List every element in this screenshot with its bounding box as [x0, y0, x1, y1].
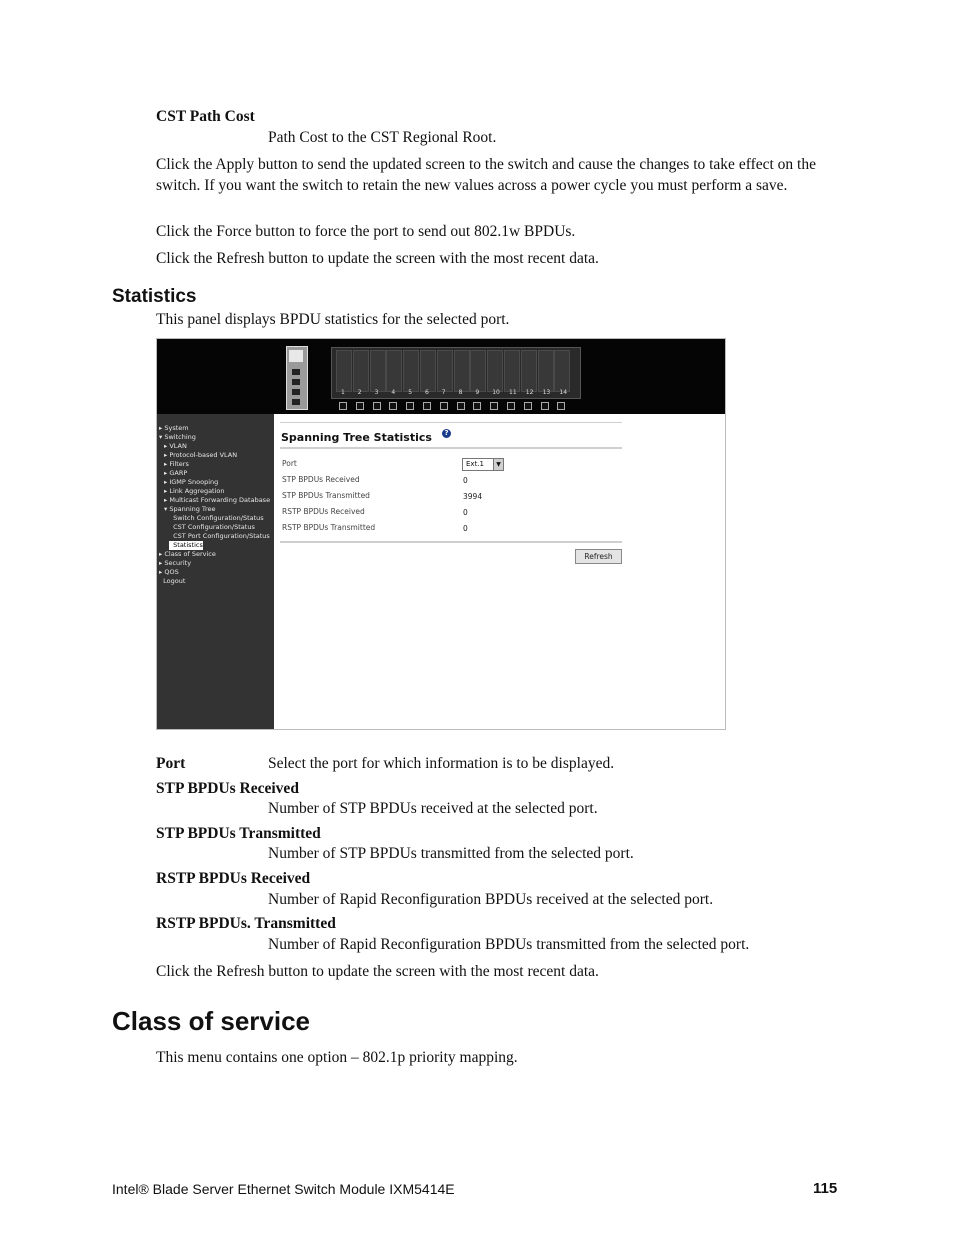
tree-arrow-icon: ▸ — [164, 478, 170, 486]
statistics-heading: Statistics — [112, 286, 197, 307]
nav-item[interactable] — [169, 532, 270, 541]
field-value-stp-received: 0 — [463, 476, 468, 485]
nav-item-label: IGMP Snooping — [169, 478, 219, 486]
nav-item[interactable] — [159, 577, 185, 586]
spanning-tree-statistics-screenshot — [156, 338, 726, 730]
port-number: 5 — [408, 389, 413, 396]
port-number: 6 — [425, 389, 429, 396]
tree-arrow-icon: ▸ — [164, 442, 170, 450]
port-led — [339, 402, 347, 410]
nav-item[interactable] — [164, 487, 225, 496]
nav-sidebar — [157, 414, 274, 729]
port-number: 13 — [542, 389, 551, 396]
def-term-stp-received: STP BPDUs Received — [156, 780, 299, 797]
field-value-rstp-transmitted: 0 — [463, 524, 468, 533]
nav-item-label: Logout — [163, 577, 186, 585]
tree-arrow-icon: ▸ — [159, 568, 165, 576]
switch-module-graphic — [286, 346, 308, 410]
refresh-paragraph-2: Click the Refresh button to update the screen with the most recent data. — [156, 963, 599, 980]
def-term-port: Port — [156, 755, 186, 772]
tree-arrow-icon: ▸ — [164, 496, 170, 504]
tree-arrow-icon: ▸ — [164, 487, 170, 495]
tree-arrow-icon: ▾ — [164, 505, 170, 513]
def-desc-rstp-received: Number of Rapid Reconfiguration BPDUs received at the selected port. — [268, 891, 714, 908]
help-icon[interactable]: ? — [442, 429, 451, 438]
def-desc-stp-received: Number of STP BPDUs received at the selected port. — [268, 800, 598, 817]
port-slot[interactable] — [470, 350, 486, 392]
port-slot[interactable] — [386, 350, 402, 392]
refresh-paragraph: Click the Refresh button to update the screen with the most recent data. — [156, 250, 599, 267]
port-number: 12 — [525, 389, 534, 396]
port-led — [423, 402, 431, 410]
nav-item[interactable] — [164, 451, 237, 460]
def-desc-stp-transmitted: Number of STP BPDUs transmitted from the selected port. — [268, 845, 634, 862]
port-led — [457, 402, 465, 410]
nav-item[interactable] — [169, 514, 264, 523]
port-number: 8 — [458, 389, 463, 396]
statistics-intro: This panel displays BPDU statistics for the selected port. — [156, 311, 510, 328]
nav-item-label: Switch Configuration/Status — [173, 514, 264, 522]
nav-item-label: QOS — [164, 568, 179, 576]
tree-arrow-icon: ▸ — [164, 451, 170, 459]
nav-item-label: CST Port Configuration/Status — [173, 532, 270, 540]
def-desc-rstp-transmitted: Number of Rapid Reconfiguration BPDUs transmitted from the selected port. — [268, 936, 750, 953]
port-led — [557, 402, 565, 410]
def-term-rstp-received: RSTP BPDUs Received — [156, 870, 311, 887]
nav-item-label: Link Aggregation — [169, 487, 225, 495]
nav-item-label: Security — [164, 559, 192, 567]
class-of-service-intro: This menu contains one option – 802.1p priority mapping. — [156, 1049, 518, 1066]
port-led — [524, 402, 532, 410]
port-led — [507, 402, 515, 410]
port-led — [490, 402, 498, 410]
field-label-port: Port — [282, 459, 297, 468]
port-select-value: Ext.1 — [466, 460, 484, 468]
nav-item-label: Multicast Forwarding Database — [169, 496, 271, 504]
port-slot[interactable] — [420, 350, 436, 392]
port-slot[interactable] — [370, 350, 386, 392]
port-number: 3 — [374, 389, 379, 396]
port-number: 10 — [492, 389, 500, 396]
tree-arrow-icon: ▸ — [159, 559, 165, 567]
port-led — [440, 402, 448, 410]
nav-item[interactable] — [159, 550, 216, 559]
nav-item[interactable] — [164, 478, 218, 487]
nav-item[interactable] — [164, 460, 189, 469]
nav-item-label: Class of Service — [164, 550, 216, 558]
port-slot[interactable] — [336, 350, 352, 392]
def-term-stp-transmitted: STP BPDUs Transmitted — [156, 825, 321, 842]
def-term-rstp-transmitted: RSTP BPDUs. Transmitted — [156, 915, 336, 932]
nav-item-label: Protocol-based VLAN — [169, 451, 238, 459]
port-number: 14 — [559, 389, 568, 396]
port-number: 7 — [441, 389, 446, 396]
port-slot[interactable] — [403, 350, 419, 392]
content-pane — [274, 414, 725, 729]
field-label-stp-received: STP BPDUs Received — [282, 475, 360, 484]
field-label-stp-transmitted: STP BPDUs Transmitted — [282, 491, 370, 500]
nav-item[interactable] — [169, 523, 255, 532]
nav-item[interactable] — [159, 424, 189, 433]
refresh-button[interactable]: Refresh — [575, 549, 622, 564]
field-value-stp-transmitted: 3994 — [463, 492, 483, 501]
port-number: 11 — [509, 389, 517, 396]
port-led — [356, 402, 364, 410]
nav-item-label: Filters — [169, 460, 189, 468]
tree-arrow-icon: ▾ — [159, 433, 165, 441]
nav-item[interactable] — [164, 496, 270, 505]
nav-item[interactable] — [164, 469, 187, 478]
port-select[interactable] — [462, 458, 504, 471]
port-led — [473, 402, 481, 410]
nav-item-label: Switching — [164, 433, 196, 441]
pane-title: Spanning Tree Statistics — [281, 431, 432, 444]
page-number: 115 — [813, 1180, 838, 1197]
nav-item[interactable] — [169, 541, 203, 550]
port-slot[interactable] — [538, 350, 554, 392]
ports-panel — [331, 347, 581, 399]
port-led — [541, 402, 549, 410]
nav-item[interactable] — [159, 433, 196, 442]
port-slot[interactable] — [487, 350, 503, 392]
nav-item[interactable] — [159, 559, 191, 568]
force-paragraph: Click the Force button to force the port to send out 802.1w BPDUs. — [156, 223, 576, 240]
port-slot[interactable] — [454, 350, 470, 392]
port-led — [373, 402, 381, 410]
tree-arrow-icon: ▸ — [159, 550, 165, 558]
port-number: 2 — [357, 389, 362, 396]
chevron-down-icon: ▼ — [493, 459, 503, 470]
nav-item-label: GARP — [169, 469, 188, 477]
nav-item-label: Statistics — [173, 541, 203, 549]
port-number: 9 — [475, 389, 480, 396]
tree-arrow-icon: ▸ — [164, 460, 170, 468]
field-value-rstp-received: 0 — [463, 508, 468, 517]
def-desc-port: Select the port for which information is to be displayed. — [268, 755, 615, 772]
nav-item-label: VLAN — [169, 442, 187, 450]
port-slot[interactable] — [521, 350, 537, 392]
nav-item-label: Spanning Tree — [169, 505, 216, 513]
port-slot[interactable] — [437, 350, 453, 392]
port-led — [389, 402, 397, 410]
port-slot[interactable] — [353, 350, 369, 392]
port-led — [406, 402, 414, 410]
footer-title: Intel® Blade Server Ethernet Switch Module IXM5414E — [112, 1181, 455, 1197]
class-of-service-heading: Class of service — [112, 1006, 311, 1036]
port-slot[interactable] — [554, 350, 570, 392]
nav-item[interactable] — [164, 442, 187, 451]
nav-item-label: CST Configuration/Status — [173, 523, 255, 531]
port-number: 1 — [341, 389, 345, 396]
tree-arrow-icon: ▸ — [164, 469, 170, 477]
nav-item-label: System — [164, 424, 189, 432]
tree-arrow-icon: ▸ — [159, 424, 165, 432]
field-label-rstp-transmitted: RSTP BPDUs Transmitted — [282, 523, 376, 532]
port-number: 4 — [391, 389, 396, 396]
nav-item[interactable] — [159, 568, 179, 577]
port-slot[interactable] — [504, 350, 520, 392]
cst-path-cost-desc: Path Cost to the CST Regional Root. — [268, 129, 497, 146]
switch-banner — [157, 339, 725, 414]
cst-path-cost-term: CST Path Cost — [156, 108, 255, 125]
field-label-rstp-received: RSTP BPDUs Received — [282, 507, 365, 516]
nav-item[interactable] — [164, 505, 215, 514]
apply-paragraph: Click the Apply button to send the updated screen to the switch and cause the changes to take effect on the switch. If you want the switch to retain the new values across a power cycle you must perform a save. — [156, 156, 816, 194]
